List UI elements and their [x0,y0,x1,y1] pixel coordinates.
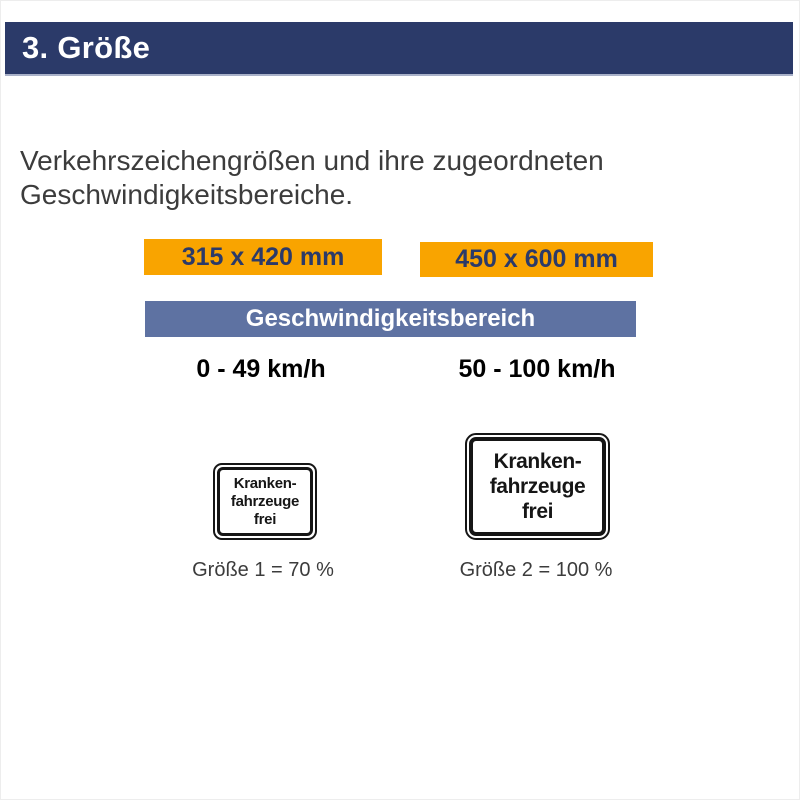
caption-small: Größe 1 = 70 % [192,559,334,581]
size-label-large [420,242,653,277]
speed-band [145,301,636,337]
speed-band-label: Geschwindigkeitsbereich [245,305,536,332]
sign-line: Kranken- [233,474,297,492]
intro-text: Verkehrszeichengrößen und ihre zugeordneten Geschwindigkeitsbereiche. [20,145,604,210]
traffic-sign-small-face [217,467,313,536]
traffic-sign-large-face [469,437,606,536]
sign-line: frei [521,500,554,523]
size-label-small [144,239,382,275]
caption-large: Größe 2 = 100 % [459,559,613,581]
sign-line: Kranken- [493,450,582,473]
traffic-sign-large [465,433,610,540]
size-label-large-text: 450 x 600 mm [455,245,618,273]
section-header-bar [5,22,793,76]
speed-range-small: 0 - 49 km/h [196,355,326,383]
section-title: 3. Größe [22,30,151,65]
sign-line: fahrzeuge [489,475,586,498]
sign-line: frei [253,510,277,528]
speed-range-large: 50 - 100 km/h [458,355,616,383]
size-label-small-text: 315 x 420 mm [181,242,345,271]
sign-line: fahrzeuge [230,492,300,510]
traffic-sign-small [213,463,317,540]
